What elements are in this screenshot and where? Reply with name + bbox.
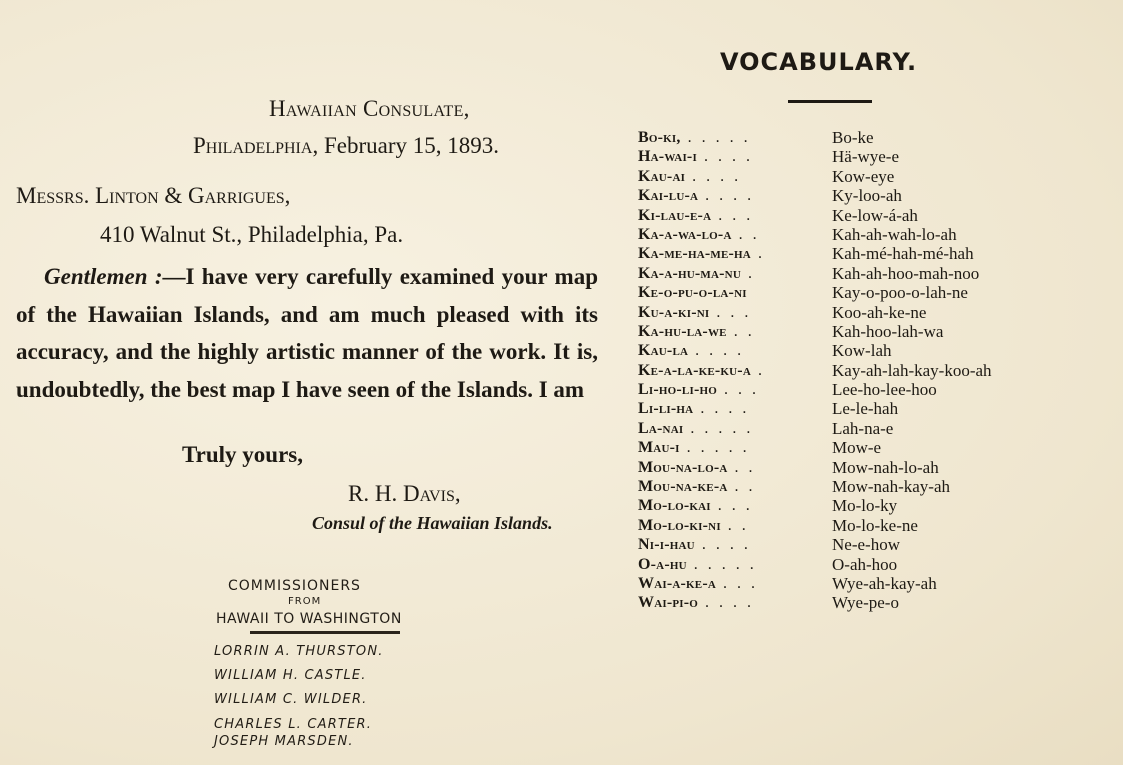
vocabulary-row [638, 147, 992, 166]
vocabulary-term: Mo-lo-ki-ni [638, 516, 721, 534]
letter-signer-surname: Davis, [402, 481, 461, 506]
vocabulary-pronunciation: Ke-low-á-ah [832, 205, 918, 225]
vocabulary-row [638, 128, 992, 147]
vocabulary-row [638, 186, 992, 205]
vocabulary-term: Mau-i [638, 439, 680, 457]
commissioner-name: LORRIN A. THURSTON. [214, 644, 384, 659]
vocabulary-term: O-a-hu [638, 555, 687, 573]
commissioner-name: WILLIAM H. CASTLE. [214, 668, 367, 683]
letter-header-city: Philadelphia, [193, 133, 319, 158]
vocabulary-term-cell [638, 167, 828, 186]
vocabulary-term: Ka-a-hu-ma-nu [638, 264, 741, 282]
vocabulary-leader-dots: . [750, 245, 765, 263]
commissioners-heading-from: FROM [288, 596, 322, 607]
vocabulary-leader-dots: . . . [716, 381, 759, 399]
vocabulary-leader-dots: . [740, 264, 755, 282]
vocabulary-leader-dots: . . [720, 516, 749, 534]
vocabulary-row [638, 225, 992, 244]
vocabulary-row [638, 419, 992, 438]
vocabulary-term: Ku-a-ki-ni [638, 303, 710, 321]
vocabulary-leader-dots: . . . . . [679, 439, 750, 457]
letter-body-text: —I have very carefully examined your map of the Hawaiian Islands, and am much pleased with its accuracy, and the highly artistic manner of the work. It is, undoubtedly, the best map I have seen of the Islands. I am [16, 264, 598, 402]
vocabulary-title: VOCABULARY. [720, 48, 918, 76]
vocabulary-pronunciation: Mow-nah-lo-ah [832, 457, 939, 477]
vocabulary-row [638, 555, 992, 574]
vocabulary-term: Mo-lo-kai [638, 497, 711, 515]
vocabulary-term-cell [638, 399, 828, 418]
vocabulary-pronunciation: Lah-na-e [832, 418, 894, 438]
vocabulary-row [638, 477, 992, 496]
vocabulary-leader-dots: . . . . [698, 594, 755, 612]
vocabulary-leader-dots: . . . [709, 303, 752, 321]
letter-signer [348, 481, 461, 507]
vocabulary-term-cell [638, 341, 828, 360]
vocabulary-term-cell [638, 322, 828, 341]
vocabulary-pronunciation: Le-le-hah [832, 399, 899, 419]
vocabulary-term-cell [638, 535, 828, 554]
vocabulary-term-cell [638, 264, 828, 283]
vocabulary-term-cell [638, 593, 828, 612]
vocabulary-leader-dots: . . . . [698, 187, 755, 205]
vocabulary-row [638, 535, 992, 554]
vocabulary-leader-dots: . . . . . [680, 129, 751, 146]
vocabulary-row [638, 380, 992, 399]
vocabulary-term: Ke-a-la-ke-ku-a [638, 361, 751, 379]
letter-body [16, 258, 598, 408]
letter-closing: Truly yours, [182, 442, 303, 467]
commissioner-name: CHARLES L. CARTER. [214, 717, 373, 732]
vocabulary-term: Ka-me-ha-me-ha [638, 245, 751, 263]
vocabulary-row [638, 516, 992, 535]
vocabulary-term-cell [638, 186, 828, 205]
vocabulary-pronunciation: Kah-ah-wah-lo-ah [832, 224, 957, 244]
vocabulary-row [638, 361, 992, 380]
vocabulary-leader-dots: . . . . [693, 400, 750, 418]
vocabulary-term: Kau-la [638, 342, 689, 360]
vocabulary-term: Mou-na-ke-a [638, 478, 728, 496]
vocabulary-term: Ke-o-pu-o-la-ni [638, 284, 747, 302]
vocabulary-pronunciation: Mo-lo-ke-ne [832, 515, 918, 535]
vocabulary-row [638, 283, 992, 302]
vocabulary-leader-dots: . . . [711, 206, 754, 224]
vocabulary-pronunciation: Lee-ho-lee-hoo [832, 380, 937, 400]
vocabulary-term: Kau-ai [638, 167, 686, 185]
vocabulary-row [638, 458, 992, 477]
vocabulary-row [638, 399, 992, 418]
vocabulary-pronunciation: Kow-lah [832, 341, 892, 361]
vocabulary-term: Li-li-ha [638, 400, 694, 418]
vocabulary-term: Bo-ki, [638, 129, 681, 146]
vocabulary-term-cell [638, 206, 828, 225]
vocabulary-row [638, 206, 992, 225]
letter-header-date: February 15, 1893. [318, 133, 499, 158]
vocabulary-leader-dots: . . . . [688, 342, 745, 360]
vocabulary-leader-dots: . . . [716, 574, 758, 592]
vocabulary-term-cell [638, 477, 828, 496]
vocabulary-term-cell [638, 128, 828, 147]
vocabulary-pronunciation: Wye-pe-o [832, 593, 899, 613]
vocabulary-leader-dots: . . . . [685, 167, 742, 185]
vocabulary-pronunciation: Bo-ke [832, 128, 874, 147]
vocabulary-pronunciation: Koo-ah-ke-ne [832, 302, 927, 322]
commissioner-name: WILLIAM C. WILDER. [214, 692, 368, 707]
letter-salutation: Gentlemen : [44, 264, 163, 289]
vocabulary-row [638, 167, 992, 186]
letter-header-consulate: Hawaiian Consulate, [269, 96, 470, 121]
vocabulary-row [638, 593, 992, 612]
vocabulary-term-cell [638, 303, 828, 322]
vocabulary-row [638, 438, 992, 457]
letter-signer-initials: R. H. [348, 481, 403, 506]
vocabulary-pronunciation: Kah-hoo-lah-wa [832, 321, 944, 341]
commissioners-list [214, 640, 384, 750]
vocabulary-leader-dots: . . . [710, 497, 753, 515]
commissioners-heading: COMMISSIONERS [228, 578, 361, 594]
vocabulary-pronunciation: Mow-e [832, 438, 882, 458]
vocabulary-term-cell [638, 438, 828, 457]
vocabulary-pronunciation: Kay-o-poo-o-lah-ne [832, 283, 968, 303]
vocabulary-term-cell [638, 419, 828, 438]
vocabulary-term-cell [638, 496, 828, 515]
vocabulary-term-cell [638, 225, 828, 244]
vocabulary-term: Ni-i-hau [638, 536, 695, 554]
vocabulary-term-cell [638, 361, 828, 380]
vocabulary-divider [788, 100, 872, 103]
letter-addressee: Messrs. Linton & Garrigues, [16, 183, 291, 208]
vocabulary-leader-dots: . . . . [694, 536, 751, 554]
vocabulary-leader-dots: . . . . [696, 148, 753, 166]
vocabulary-table [638, 128, 992, 613]
letter-header-date-line [193, 133, 499, 159]
vocabulary-term-cell [638, 147, 828, 166]
vocabulary-term-cell [638, 458, 828, 477]
vocabulary-pronunciation: Hä-wye-e [832, 147, 900, 167]
vocabulary-leader-dots: . . . . . [683, 419, 754, 437]
vocabulary-row [638, 264, 992, 283]
commissioners-heading-origin: HAWAII TO WASHINGTON [216, 611, 402, 627]
vocabulary-term-cell [638, 283, 828, 302]
vocabulary-row [638, 341, 992, 360]
vocabulary-term: Ki-lau-e-a [638, 206, 712, 224]
vocabulary-row [638, 322, 992, 341]
vocabulary-term-cell [638, 555, 828, 574]
letter-address: 410 Walnut St., Philadelphia, Pa. [100, 222, 404, 247]
vocabulary-leader-dots: . . [726, 322, 755, 340]
commissioner-name: JOSEPH MARSDEN. [214, 734, 354, 749]
vocabulary-pronunciation: Kah-mé-hah-mé-hah [832, 244, 974, 264]
vocabulary-term: Kai-lu-a [638, 187, 699, 205]
vocabulary-pronunciation: Mo-lo-ky [832, 496, 898, 516]
vocabulary-leader-dots: . . . . . [686, 555, 757, 573]
vocabulary-row [638, 574, 992, 593]
vocabulary-row [638, 244, 992, 263]
commissioners-divider [250, 631, 400, 634]
vocabulary-term: Ha-wai-i [638, 148, 697, 166]
vocabulary-pronunciation: Kah-ah-hoo-mah-noo [832, 263, 980, 283]
vocabulary-term-cell [638, 380, 828, 399]
vocabulary-pronunciation: Wye-ah-kay-ah [832, 573, 937, 593]
vocabulary-term: Ka-a-wa-lo-a [638, 225, 732, 243]
vocabulary-term-cell [638, 244, 828, 263]
vocabulary-leader-dots: . . [727, 478, 756, 496]
vocabulary-pronunciation: Ky-loo-ah [832, 186, 902, 206]
vocabulary-row [638, 496, 992, 515]
vocabulary-pronunciation: Ne-e-how [832, 535, 900, 555]
letter-signer-title: Consul of the Hawaiian Islands. [312, 513, 553, 533]
vocabulary-term: Mou-na-lo-a [638, 458, 728, 476]
vocabulary-pronunciation: O-ah-hoo [832, 554, 898, 574]
vocabulary-pronunciation: Kow-eye [832, 166, 895, 186]
vocabulary-term: Li-ho-li-ho [638, 381, 717, 399]
vocabulary-term: Wai-pi-o [638, 594, 699, 612]
vocabulary-term: La-nai [638, 419, 684, 437]
vocabulary-term: Ka-hu-la-we [638, 322, 727, 340]
vocabulary-row [638, 303, 992, 322]
vocabulary-leader-dots: . [750, 361, 765, 379]
vocabulary-term: Wai-a-ke-a [638, 574, 716, 592]
vocabulary-pronunciation: Kay-ah-lah-kay-koo-ah [832, 360, 992, 380]
vocabulary-pronunciation: Mow-nah-kay-ah [832, 477, 951, 497]
vocabulary-leader-dots: . . [727, 458, 756, 476]
vocabulary-leader-dots: . . [731, 225, 760, 243]
vocabulary-term-cell [638, 574, 828, 593]
vocabulary-term-cell [638, 516, 828, 535]
